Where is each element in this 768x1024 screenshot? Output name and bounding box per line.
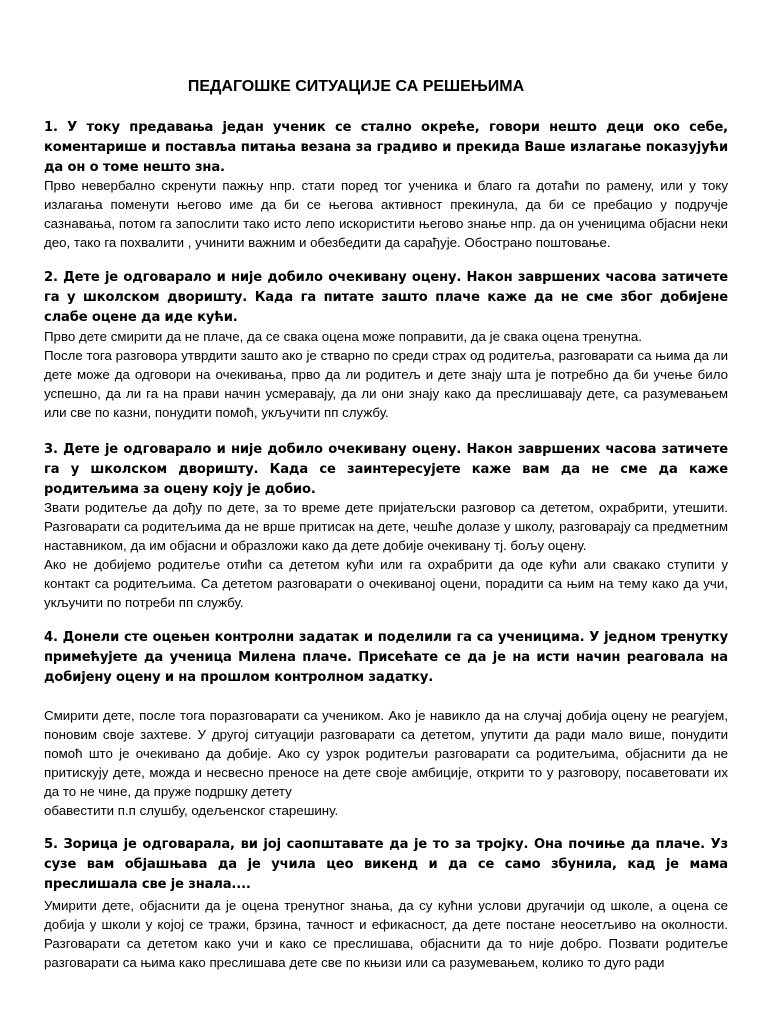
- answer-4: [44, 706, 728, 820]
- answer-4-paragraph-2: обавестити п.п слушбу, одељенског старешину.: [44, 803, 339, 818]
- answer-3-paragraph-1: Звати родитеље да дођу по дете, за то време дете пријатељски разговор са дететом, охрабрити, утешити. Разговарати са родитељима да не врше притисак на дете, чешће долазе у школу, разговарају са предметним наставником, да им објасни и образложи како да дете добије очекивану тј. бољу оцену.: [44, 500, 728, 553]
- question-1: 1. У току предавања један ученик се стално окреће, говори нешто деци око себе, коментарише и поставља питања везана за градиво и прекида Ваше излагање показујући да он о томе нешто зна.: [44, 120, 728, 175]
- answer-1-paragraph: Прво невербално скренути пажњу нпр. стати поред тог ученика и благо га дотаћи по рамену, или у току излагања поменути његово име да би се његова активност прекинула, да би се пребацио у подручје сазнавања, потом га запослити тако исто лепо искористити његово знање нпр. да он ученицима објасни неки део, тако га похвалити , учинити важним и обезбедити да сарађује. Обострано поштовање.: [44, 178, 728, 250]
- answer-4-paragraph-1: Смирити дете, после тога поразговарати са учеником. Ако је навикло да на случај добија оцену не реагујем, поновим своје захтеве. У другој ситуацији разговарати са дететом, упутити да ради мало више, понудити помоћ што је очекивано да добије. Ако су узрок родитељи разговарати са родитељима, објаснити да не притискују дете, можда и несвесно преносе на дете своје амбиције, открити то у разговору, посаветовати их да то не чине, да пруже подршку детету: [44, 708, 728, 799]
- question-3: 3. Дете је одговарало и није добило очекивану оцену. Након завршених часова затичете га у школском дворишту. Када се заинтересујете каже вам да не сме да каже родитељима за оцену коју је добио.: [44, 442, 728, 497]
- answer-2: [44, 327, 728, 422]
- answer-3-paragraph-2: Ако не добијемо родитеље отићи са дететом кући или га охрабрити да оде кући али свакако ступити у контакт са родитељима. Са дететом разговарати о очекиваној оцени, порадити са њим на тему како да учи, укључити по потреби пп службу.: [44, 557, 728, 610]
- answer-5: [44, 896, 728, 972]
- question-4: 4. Донели сте оцењен контролни задатак и поделили га са ученицима. У једном тренутку примећујете да ученица Милена плаче. Присећате се да је на исти начин реаговала на добијену оцену и на прошлом контролном задатку.: [44, 630, 728, 685]
- answer-1: [44, 176, 728, 252]
- question-5: 5. Зорица је одговарала, ви јој саопштавате да је то за тројку. Она почиње да плаче. Уз сузе вам објашњава да је учила цео викенд и да се само збунила, кад је мама преслишала све је знала....: [44, 837, 728, 892]
- answer-2-paragraph-1: Прво дете смирити да не плаче, да се свака оцена може поправити, да је свака оцена тренутна.: [44, 329, 642, 344]
- document-title: ПЕДАГОШКЕ СИТУАЦИЈЕ СА РЕШЕЊИМА: [187, 78, 525, 95]
- question-2: 2. Дете је одговарало и није добило очекивану оцену. Након завршених часова затичете га у школском дворишту. Када га питате зашто плаче каже да не сме због добијене слабе оцене да иде кући.: [44, 270, 728, 325]
- answer-2-paragraph-2: После тога разговора утврдити зашто ако је стварно по среди страх од родитеља, разговарати са њима да ли дете може да одговори на очекивања, прво да ли родитељ и дете знају шта је потребно да би учење било успешно, да ли га на прави начин усмеравају, да ли они знају како да преслишавају дете, са разумевањем или све по казни, понудити помоћ, укључити пп службу.: [44, 348, 728, 420]
- answer-5-paragraph-1: Умирити дете, објаснити да је оцена тренутног знања, да су кућни услови другачији од школе, а оцена се добија у школи у којој се тражи, брзина, тачност и ефикасност, да дете постане неосетљиво на околности. Разговарати са дететом како учи и како се преслишава, објаснити да то није добро. Позвати родитеље разговарати са њима како преслишава дете све по књизи или са разумевањем, колико то дуго ради: [44, 898, 728, 970]
- answer-3: [44, 498, 728, 612]
